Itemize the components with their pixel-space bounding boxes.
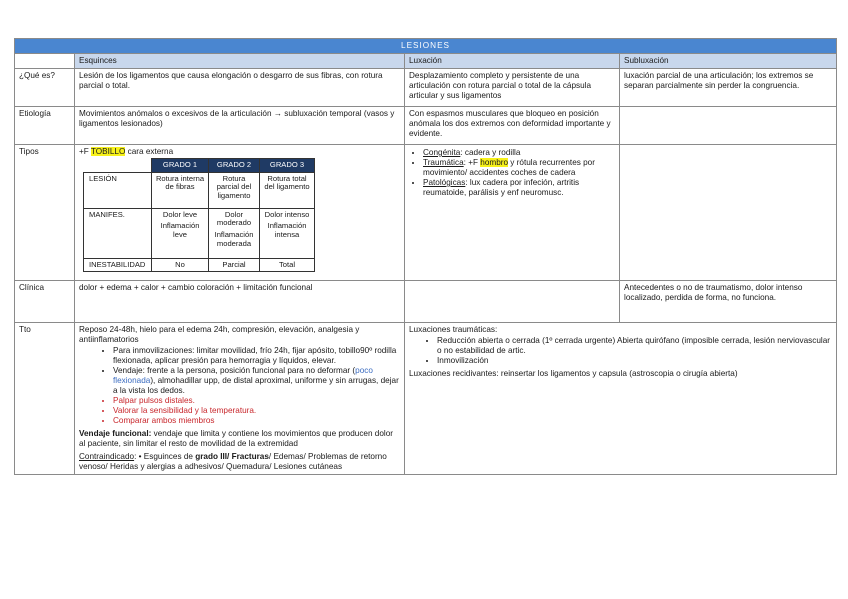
row-label: Tipos [15, 145, 75, 281]
grade-header: GRADO 1 [152, 159, 209, 173]
row-label: Etiología [15, 107, 75, 145]
grade-cell: Dolor leve Inflamación leve [152, 208, 209, 258]
cell-subluxacion [620, 107, 837, 145]
tto-list [79, 346, 400, 426]
cell-subluxacion: Antecedentes o no de traumatismo, dolor intenso localizado, perdida de forma, no funciona. [620, 281, 837, 323]
cell-subluxacion [620, 145, 837, 281]
lux-recidivantes: Luxaciones recidivantes: reinsertar los ligamentos y capsula (astroscopia o cirugía abierta) [409, 369, 738, 378]
header-subluxacion: Subluxación [620, 54, 837, 69]
list-item: • Reducción abierta o cerrada (1º cerrada urgente) Abierta quirófano (imposible cerrada, lesión nerviovascular o no estabilidad de artic. [437, 336, 832, 356]
row-clinica [15, 281, 837, 323]
list-item: • Vendaje: frente a la persona, posición funcional para no deformar (poco flexionada), almohadillar upp, de distal aproximal, uniforme y sin arrugas, dejar a la vista los dedos. [113, 366, 400, 396]
cell-esquinces: dolor + edema + calor + cambio coloración + limitación funcional [75, 281, 405, 323]
tto-intro: Reposo 24-48h, hielo para el edema 24h, compresión, elevación, analgesia y antiinflamatorios [79, 325, 360, 344]
list-item: • Patológicas: lux cadera por infeción, artritis reumatoide, parálisis y enf neuromusc. [423, 178, 615, 198]
cell-luxacion: Desplazamiento completo y persistente de una articulación con rotura parcial o total de la cápsula articular y sus ligamentos [405, 69, 620, 107]
list-item: • Comparar ambos miembros [113, 416, 400, 426]
header-esquinces: Esquinces [75, 54, 405, 69]
header-luxacion: Luxación [405, 54, 620, 69]
tipos-intro: +F TOBILLO cara externa [79, 147, 174, 156]
cell-luxacion-tto [405, 323, 837, 475]
lux-tto-list [409, 336, 832, 366]
grade-header: GRADO 3 [260, 159, 315, 173]
cell-luxacion [405, 145, 620, 281]
lux-trauma-label: Luxaciones traumáticas: [409, 325, 498, 334]
title-row [15, 39, 837, 54]
header-row [15, 54, 837, 69]
grade-cell: Dolor intenso Inflamación intensa [260, 208, 315, 258]
grade-header: GRADO 2 [209, 159, 260, 173]
cell-esquinces: Lesión de los ligamentos que causa elongación o desgarro de sus fibras, con rotura parcial o total. [75, 69, 405, 107]
cell-luxacion [405, 281, 620, 323]
row-tipos [15, 145, 837, 281]
blue-note: poco flexionada [113, 366, 373, 385]
cell-luxacion: Con espasmos musculares que bloqueo en posición anómala los dos extremos con deformidad importante y evidente. [405, 107, 620, 145]
cell-esquinces: Movimientos anómalos o excesivos de la articulación → subluxación temporal (vasos y ligamentos lesionados) [75, 107, 405, 145]
lesiones-table [14, 38, 837, 475]
cell-subluxacion: luxación parcial de una articulación; los extremos se separan parcialmente sin perder la congruencia. [620, 69, 837, 107]
list-item: • Para inmovilizaciones: limitar movilidad, frío 24h, fijar apósito, tobillo90º rodilla flexionada, aplicar presión para hemorragia y líquidos, elevar. [113, 346, 400, 366]
row-tto [15, 323, 837, 475]
header-blank [15, 54, 75, 69]
list-item: • Congénita: cadera y rodilla [423, 148, 615, 158]
grade-row-label: INESTABILIDAD [84, 258, 152, 272]
list-item: • Palpar pulsos distales. [113, 396, 400, 406]
cell-esquinces [75, 145, 405, 281]
grade-cell: No [152, 258, 209, 272]
grade-cell: Total [260, 258, 315, 272]
vendaje-funcional: Vendaje funcional: vendaje que limita y contiene los movimientos que producen dolor al paciente, sin limitar el resto de movilidad de la extremidad [79, 429, 394, 448]
row-label: Tto [15, 323, 75, 475]
grade-cell: Rotura parcial del ligamento [209, 172, 260, 208]
contraindicado: Contraindicado: • Esguinces de grado III/ Fracturas/ Edemas/ Problemas de retorno venoso/ Heridas y alergias a adhesivos/ Quemadura/ Lesiones cutáneas [79, 452, 387, 471]
grade-cell: Rotura interna de fibras [152, 172, 209, 208]
luxacion-types-list [409, 148, 615, 198]
highlight-hombro: hombro [480, 158, 509, 167]
grade-cell: Dolor moderado Inflamación moderada [209, 208, 260, 258]
row-label: Clínica [15, 281, 75, 323]
row-etiologia [15, 107, 837, 145]
grade-row-label: MANIFES. [84, 208, 152, 258]
row-label: ¿Qué es? [15, 69, 75, 107]
grade-row-label: LESIÓN [84, 172, 152, 208]
grade-cell: Parcial [209, 258, 260, 272]
lesiones-document [14, 38, 836, 475]
list-item: • Valorar la sensibilidad y la temperatura. [113, 406, 400, 416]
grade-cell: Rotura total del ligamento [260, 172, 315, 208]
list-item: • Traumática: +F hombro y rótula recurrentes por movimiento/ accidentes coches de cadera [423, 158, 615, 178]
row-que-es [15, 69, 837, 107]
grade-table [83, 158, 315, 272]
list-item: • Inmovilización [437, 356, 832, 366]
table-title: LESIONES [15, 39, 837, 54]
cell-esquinces [75, 323, 405, 475]
highlight-tobillo: TOBILLO [90, 147, 126, 156]
